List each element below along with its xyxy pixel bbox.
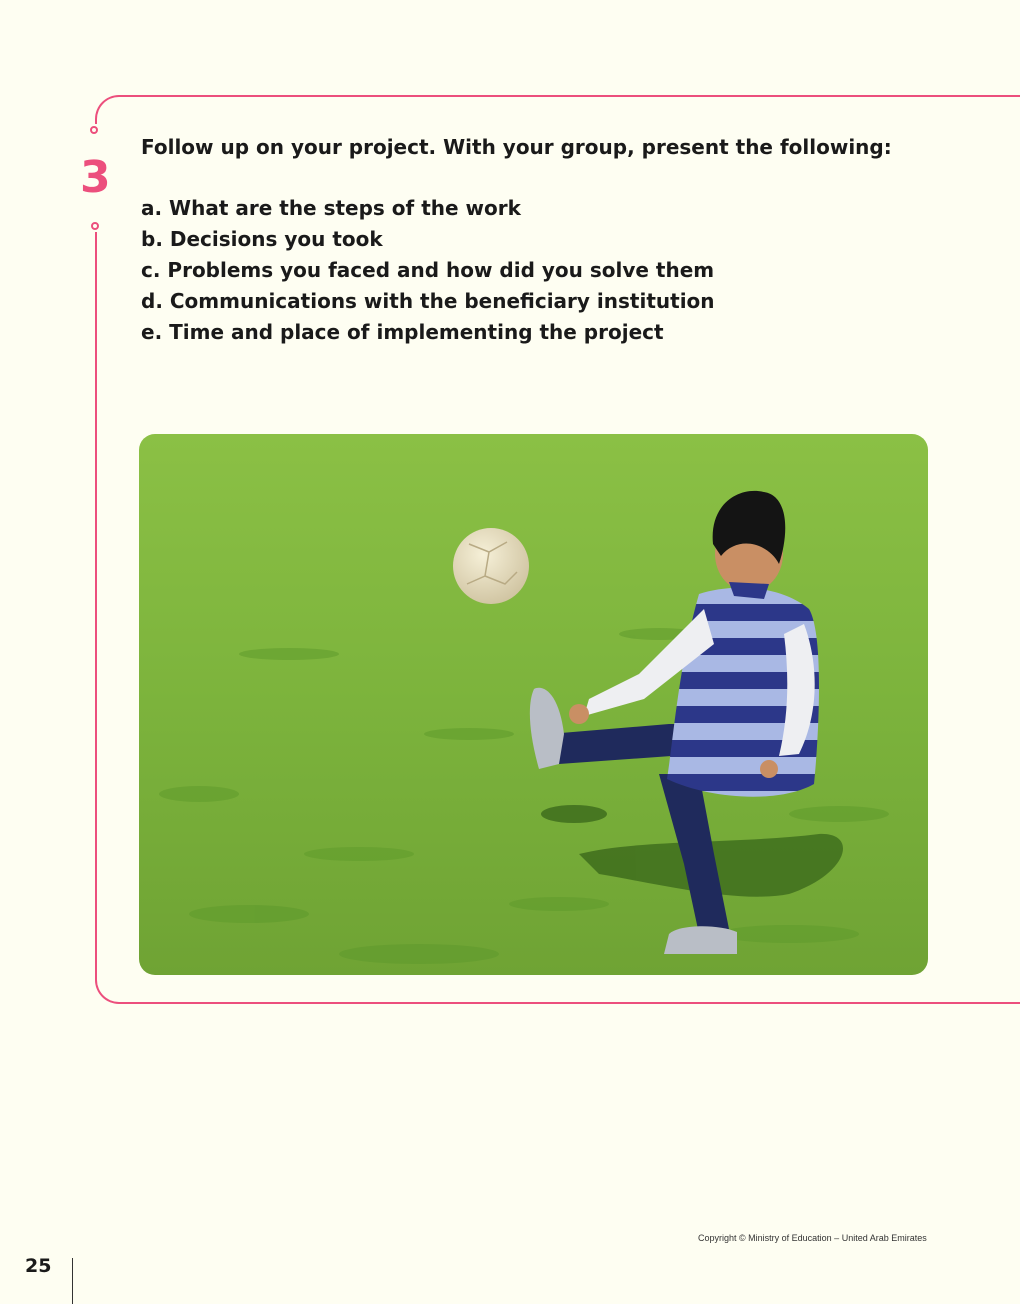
soccer-ball-icon	[453, 528, 529, 604]
frame-dot-bottom	[91, 222, 99, 230]
list-item: d. Communications with the beneficiary institution	[141, 289, 715, 313]
frame-dot-top	[90, 126, 98, 134]
page-number: 25	[25, 1255, 52, 1277]
copyright-notice: Copyright © Ministry of Education – United Arab Emirates	[698, 1233, 927, 1243]
page-number-divider	[72, 1258, 73, 1304]
step-number: 3	[80, 152, 111, 203]
step-items	[141, 193, 715, 348]
list-item: a. What are the steps of the work	[141, 196, 521, 220]
list-item: b. Decisions you took	[141, 227, 383, 251]
boy-kicking-ball-photo	[139, 434, 928, 975]
list-item: e. Time and place of implementing the project	[141, 320, 664, 344]
list-item: c. Problems you faced and how did you solve them	[141, 258, 715, 282]
step-intro: Follow up on your project. With your group, present the following:	[141, 135, 892, 159]
